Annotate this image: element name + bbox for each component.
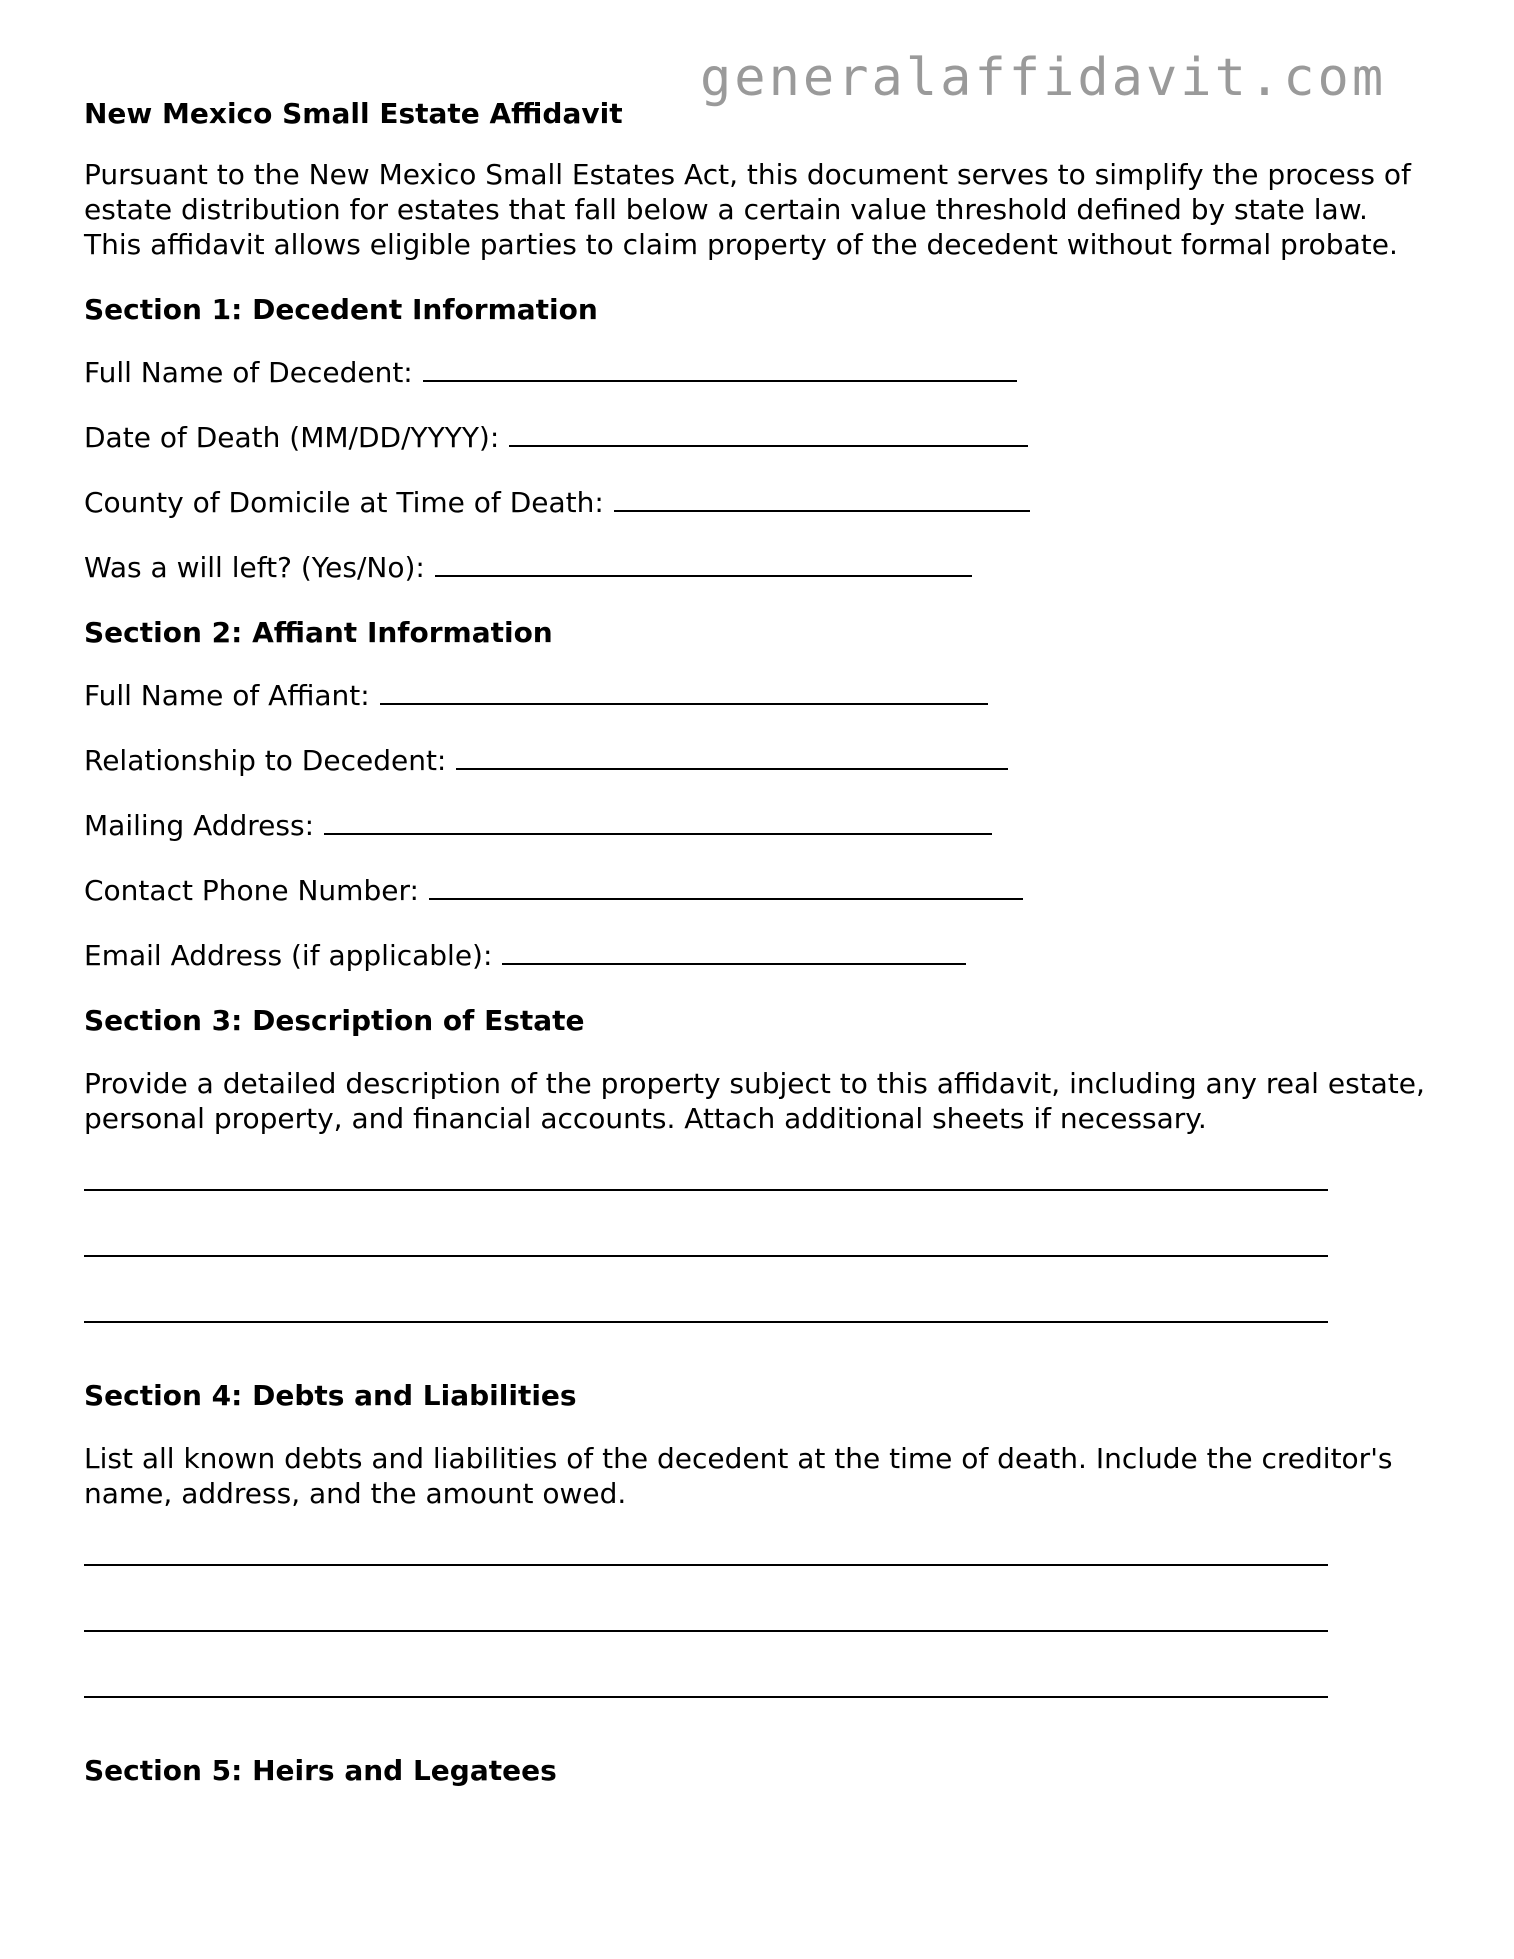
will-left-blank[interactable] [435,551,972,577]
county-blank[interactable] [614,486,1030,512]
section-4-heading: Section 4: Debts and Liabilities [84,1379,577,1412]
field-label: Contact Phone Number: [84,874,419,907]
county-field [84,485,1434,520]
relationship-blank[interactable] [456,744,1008,770]
debt-line-3[interactable] [84,1695,1328,1698]
debts-lines [84,1563,1434,1698]
debt-line-2[interactable] [84,1629,1328,1632]
field-label: Email Address (if applicable): [84,939,493,972]
intro-paragraph: Pursuant to the New Mexico Small Estates Act, this document serves to simplify the process of estate distribution for estates that fall below a certain value threshold defined by state law. This affidavit allows eligible parties to claim property of the decedent without formal probate. [84,158,1411,261]
estate-line-2[interactable] [84,1254,1328,1257]
date-of-death-field [84,420,1434,455]
date-of-death-blank[interactable] [509,421,1028,447]
field-label: Mailing Address: [84,809,315,842]
decedent-name-blank[interactable] [423,356,1017,382]
field-label: County of Domicile at Time of Death: [84,486,604,519]
estate-description-lines [84,1188,1434,1323]
phone-blank[interactable] [429,874,1023,900]
watermark: generalaffidavit.com [700,48,1387,108]
email-blank[interactable] [502,939,966,965]
mailing-address-blank[interactable] [324,809,992,835]
section-5-heading: Section 5: Heirs and Legatees [84,1754,557,1787]
field-label: Full Name of Decedent: [84,356,413,389]
field-label: Was a will left? (Yes/No): [84,551,425,584]
section-3-description: Provide a detailed description of the property subject to this affidavit, including any real estate, personal property, and financial accounts. Attach additional sheets if necessary. [84,1067,1425,1135]
affiant-name-field [84,678,1434,713]
field-label: Relationship to Decedent: [84,744,447,777]
document-body [84,96,1434,1816]
will-left-field [84,550,1434,585]
section-2-heading: Section 2: Affiant Information [84,616,553,649]
document-title: New Mexico Small Estate Affidavit [84,97,623,130]
estate-line-1[interactable] [84,1188,1328,1191]
field-label: Full Name of Affiant: [84,679,370,712]
mailing-address-field [84,808,1434,843]
estate-line-3[interactable] [84,1320,1328,1323]
field-label: Date of Death (MM/DD/YYYY): [84,421,500,454]
email-field [84,938,1434,973]
phone-field [84,873,1434,908]
section-3-heading: Section 3: Description of Estate [84,1004,585,1037]
debt-line-1[interactable] [84,1563,1328,1566]
section-1-heading: Section 1: Decedent Information [84,293,598,326]
affiant-name-blank[interactable] [380,679,988,705]
section-4-description: List all known debts and liabilities of the decedent at the time of death. Include the creditor's name, address, and the amount owed. [84,1442,1393,1510]
decedent-name-field [84,355,1434,390]
relationship-field [84,743,1434,778]
